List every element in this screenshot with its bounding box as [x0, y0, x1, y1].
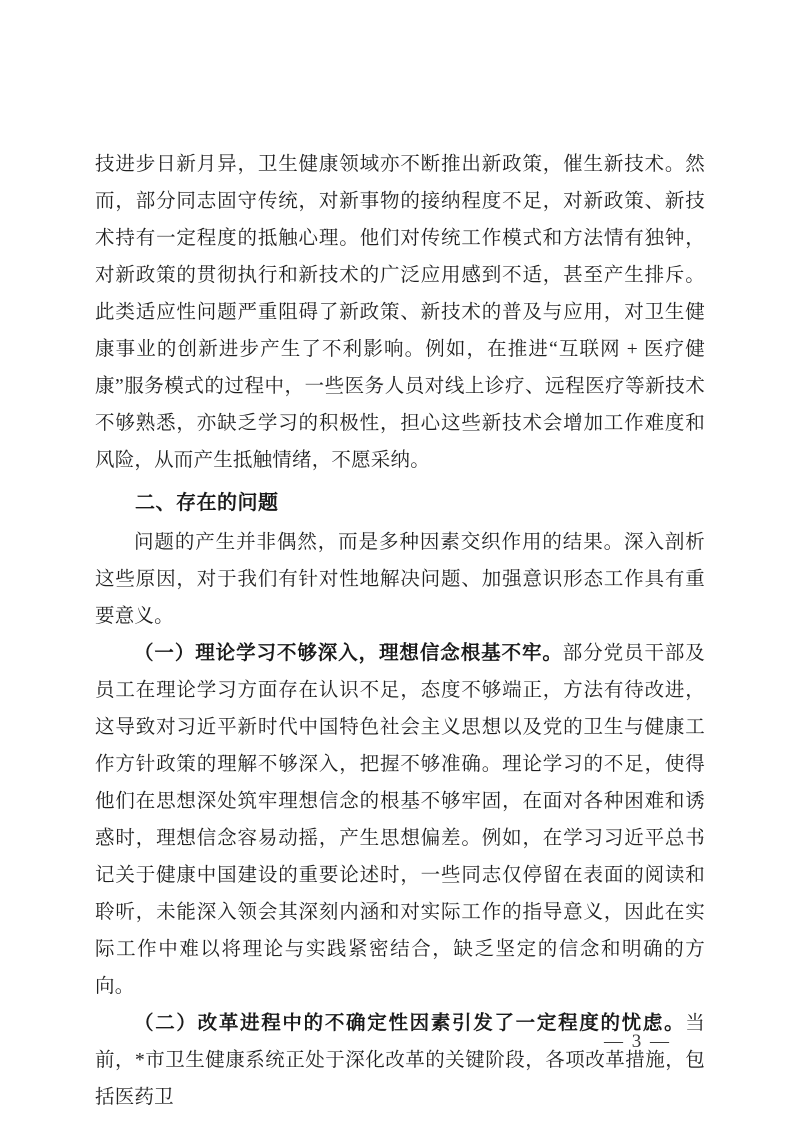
document-body: [95, 146, 705, 1116]
item2-text: 当前，*市卫生健康系统正处于深化改革的关键阶段，各项改革措施，包括医药卫: [95, 1013, 705, 1108]
item1-lead: （一）理论学习不够深入，理想信念根基不牢。: [134, 643, 563, 664]
page-number: — 3 —: [604, 1031, 671, 1052]
item1-paragraph: [95, 635, 705, 1005]
paragraph-continuation: [95, 146, 705, 479]
section-intro-paragraph: 问题的产生并非偶然，而是多种因素交织作用的结果。深入剖析这些原因，对于我们有针对性地解决问题、加强意识形态工作具有重要意义。: [95, 532, 705, 627]
item1-text: 部分党员干部及员工在理论学习方面存在认识不足，态度不够端正，方法有待改进，这导致对习近平新时代中国特色社会主义思想以及党的卫生与健康工作方针政策的理解不够深入，把握不够准确。理论学习的不足，使得他们在思想深处筑牢理想信念的根基不够牢固，在面对各种困难和诱惑时，理想信念容易动摇，产生思想偏差。例如，在学习习近平总书记关于健康中国建设的重要论述时，一些同志仅停留在表面的阅读和聆听，未能深入领会其深刻内涵和对实际工作的指导意义，因此在实际工作中难以将理论与实践紧密结合，缺乏坚定的信念和明确的方向。: [95, 643, 706, 997]
paragraph-continuation-text: 技进步日新月异，卫生健康领域亦不断推出新政策，催生新技术。然而，部分同志固守传统，对新事物的接纳程度不足，对新政策、新技术持有一定程度的抵触心理。他们对传统工作模式和方法情有独钟，对新政策的贯彻执行和新技术的广泛应用感到不适，甚至产生排斥。此类适应性问题严重阻碍了新政策、新技术的普及与应用，对卫生健康事业的创新进步产生了不利影响。例如，在推进“互联网 + 医疗健康”服务模式的过程中，一些医务人员对线上诊疗、远程医疗等新技术不够熟悉，亦缺乏学习的积极性，担心这些新技术会增加工作难度和风险，从而产生抵触情绪，不愿采纳。: [95, 154, 705, 471]
item2-lead: （二）改革进程中的不确定性因素引发了一定程度的忧虑。: [134, 1013, 686, 1034]
item2-paragraph: [95, 1005, 705, 1116]
section-heading: 二、存在的问题: [135, 492, 279, 514]
